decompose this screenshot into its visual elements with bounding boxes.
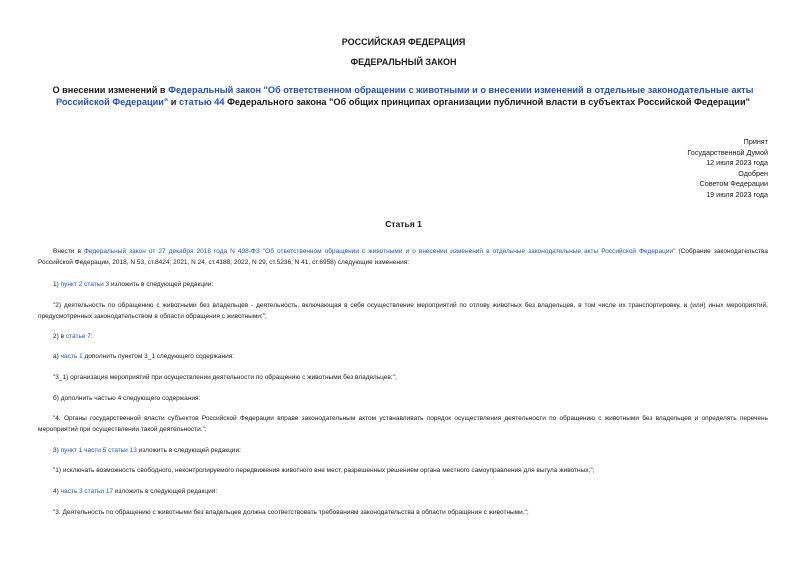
item-2b: б) дополнить частью 4 следующего содержания:: [53, 395, 201, 402]
approved-body: Советом Федерации: [699, 179, 768, 188]
article-title: Статья 1: [385, 219, 422, 229]
title-text: О внесении изменений в: [52, 85, 169, 95]
title-link-article-44[interactable]: статью 44: [179, 97, 225, 107]
paragraph-text: :: [90, 333, 93, 340]
paragraph-text: изложить в следующей редакции:: [109, 281, 214, 288]
paragraph-text: Внести в: [53, 248, 84, 255]
paragraph-text: дополнить пунктом 3_1 следующего содержания:: [82, 353, 235, 360]
item-1: [38, 280, 768, 291]
link-art7[interactable]: статье 7: [65, 333, 91, 340]
title-text: и: [168, 97, 180, 107]
link-art3-p2[interactable]: пункт 2 статьи 3: [60, 281, 110, 288]
paragraph-text: (Собрание законодательства Российской Федерации, 2018, N 53, ст.8424; 2021, N 24, ст.4188; 2022, N 29, ст.5236; N 41, ст.6958) следующие изменения:: [38, 248, 768, 266]
adoption-block: [608, 137, 768, 200]
country-heading: РОССИЙСКАЯ ФЕДЕРАЦИЯ: [341, 37, 466, 47]
adopted-label: Принят: [743, 137, 768, 146]
title-link-federal-law[interactable]: Федеральный закон "Об ответственном обращении с животными и о внесении изменений в отдельные законодательные акты Российской Федерации": [56, 85, 754, 107]
doc-type-heading: ФЕДЕРАЛЬНЫЙ ЗАКОН: [350, 57, 457, 67]
approved-date: 19 июля 2023 года: [706, 189, 768, 199]
adopted-body: Государственной Думой: [687, 147, 768, 157]
quote-item-1: "1) исключать возможность свободного, неконтролируемого передвижения животного вне мест, разрешенных решением органа местного самоуправления для выгула животных;";: [53, 467, 595, 474]
paragraph-text: 3): [53, 447, 61, 454]
quote-item-3: "3. Деятельность по обращению с животными без владельцев должна соответствовать требованиям законодательства в области обращения с животными.";: [53, 509, 529, 516]
paragraph-text: 2) в: [53, 333, 66, 340]
approved-label: Одобрен: [738, 168, 768, 178]
paragraph-text: 1): [53, 281, 61, 288]
link-art13[interactable]: пункт 1 части 5 статьи 13: [60, 447, 137, 454]
intro-paragraph: [38, 247, 768, 268]
paragraph-text: изложить в следующей редакции:: [113, 488, 218, 495]
quote-item-4: "4. Органы государственной власти субъектов Российской Федерации вправе законодательным актом устанавливать порядок осуществления деятельности по обращению с животными без владельцев и определять перечень мероприятий при осуществлении такой деятельности.";: [38, 415, 768, 433]
paragraph-text: изложить в следующей редакции:: [136, 447, 241, 454]
paragraph-text: а): [53, 353, 61, 360]
quote-item-2: "2) деятельность по обращению с животными без владельцев - деятельность, включающая в себя осуществление мероприятий по отлову животных без владельцев, в том числе их транспортировку, и (или) иных мероприятий, предусмотренных законодательством в области обращения с животными;";: [38, 302, 768, 320]
item-2a: [38, 352, 768, 363]
link-part1[interactable]: часть 1: [60, 353, 83, 360]
quote-item-3-1: "3_1) организация мероприятий при осуществлении деятельности по обращению с животными без владельцев;";: [53, 374, 397, 381]
law-498-link[interactable]: Федеральный закон от 27 декабря 2018 года N 498-ФЗ "Об ответственном обращении с животными и о внесении изменений в отдельные законодательные акты Российской Федерации": [83, 248, 676, 255]
adopted-date: 12 июля 2023 года: [706, 158, 768, 167]
title-text: Федерального закона "Об общих принципах организации публичной власти в субъектах Российской Федерации": [224, 97, 750, 107]
item-2: [38, 332, 768, 343]
law-title: [38, 84, 768, 108]
paragraph-text: 4): [53, 488, 61, 495]
item-4: [38, 487, 768, 498]
link-art17[interactable]: часть 3 статьи 17: [60, 488, 114, 495]
item-3: [38, 446, 768, 457]
